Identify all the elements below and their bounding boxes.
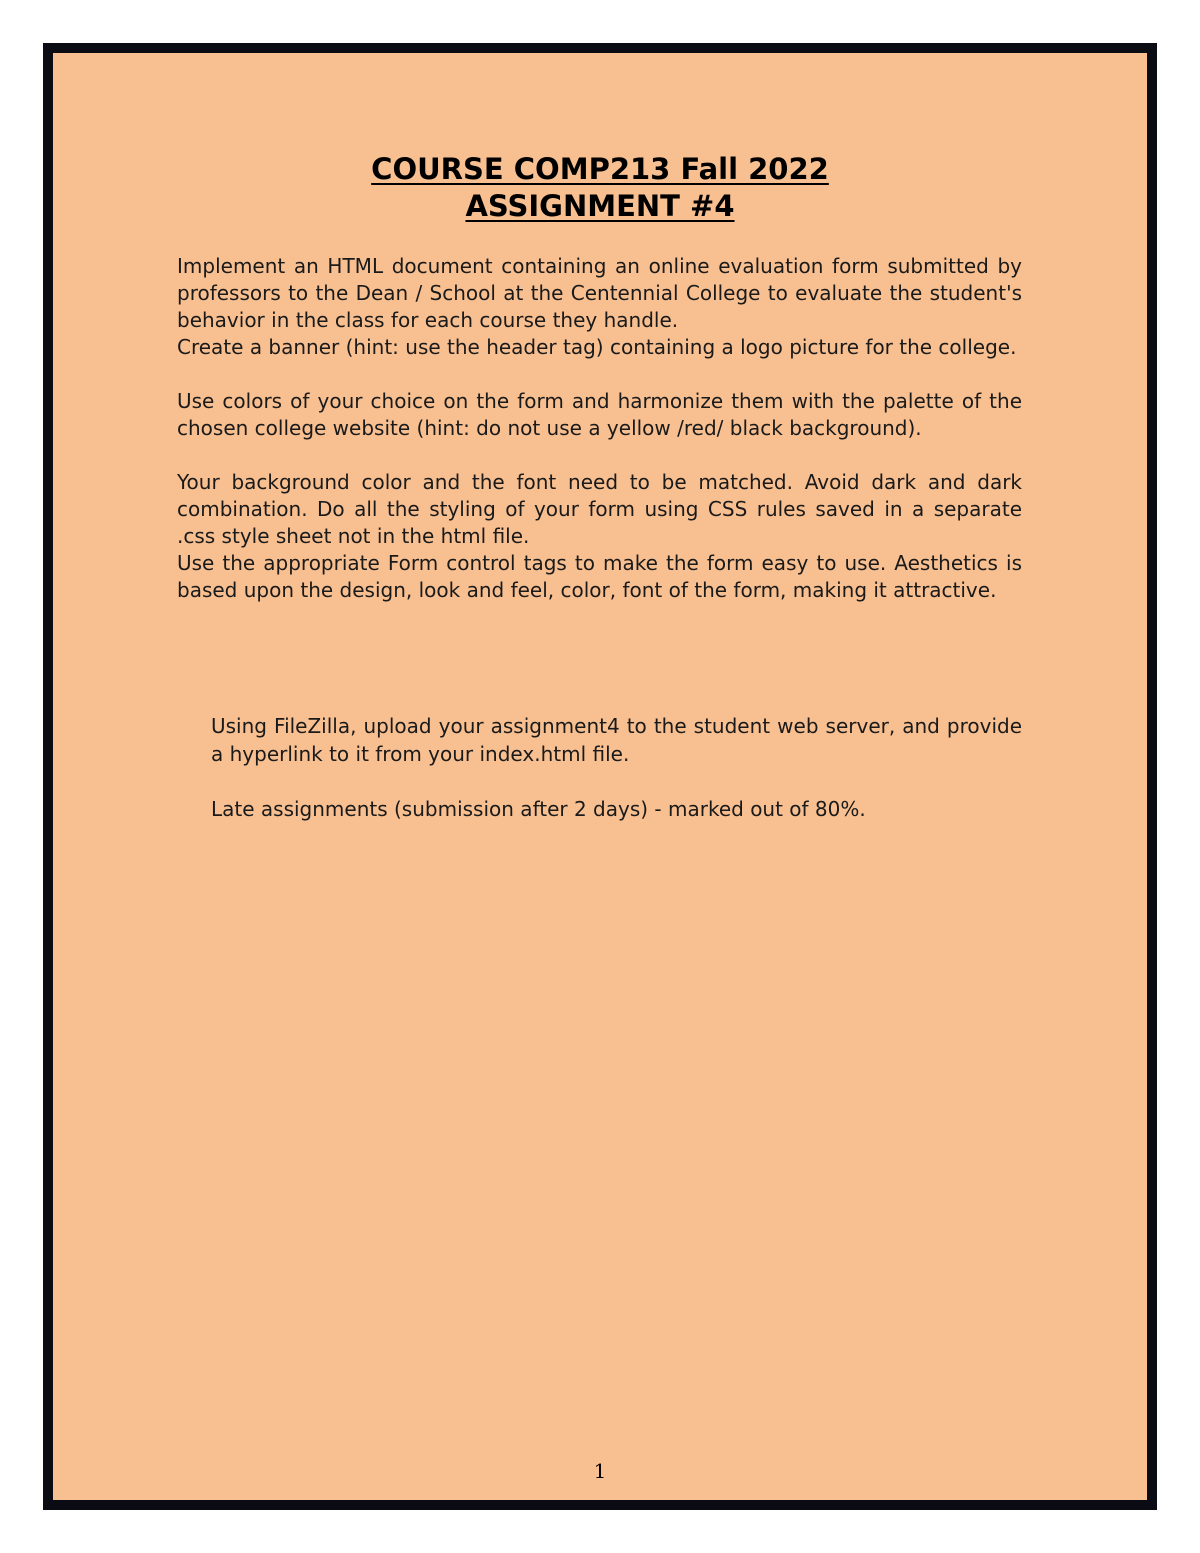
paragraph-form-controls: Use the appropriate Form control tags to make the form easy to use. Aesthetics is based upon the design, look and feel, color, font of the form, making it attractive. — [177, 551, 1022, 602]
title-line-course: COURSE COMP213 Fall 2022 — [371, 152, 829, 186]
submission-notes — [211, 712, 1022, 823]
title-line-assignment: ASSIGNMENT #4 — [465, 189, 735, 223]
paragraph-gap — [177, 442, 1022, 469]
paragraph-background-font: Your background color and the font need to be matched. Avoid dark and dark combination. Do all the styling of your form using CSS rules saved in a separate .css style sheet not in the html file. — [177, 470, 1022, 548]
assignment-instructions — [177, 253, 1022, 604]
paragraph-implement: Implement an HTML document containing an online evaluation form submitted by professors to the Dean / School at the Centennial College to evaluate the student's behavior in the class for each course they handle. — [177, 254, 1022, 332]
paragraph-gap — [211, 768, 1022, 795]
paragraph-filezilla: Using FileZilla, upload your assignment4 to the student web server, and provide a hyperlink to it from your index.html file. — [211, 714, 1022, 766]
page-number: 1 — [593, 1459, 607, 1483]
paragraph-gap — [177, 361, 1022, 388]
document-title — [53, 151, 1147, 225]
paragraph-late-policy: Late assignments (submission after 2 days) - marked out of 80%. — [211, 797, 866, 821]
paragraph-colors: Use colors of your choice on the form and harmonize them with the palette of the chosen college website (hint: do not use a yellow /red/ black background). — [177, 389, 1022, 440]
document-page — [43, 43, 1157, 1510]
paragraph-banner: Create a banner (hint: use the header tag) containing a logo picture for the college. — [177, 335, 1017, 359]
